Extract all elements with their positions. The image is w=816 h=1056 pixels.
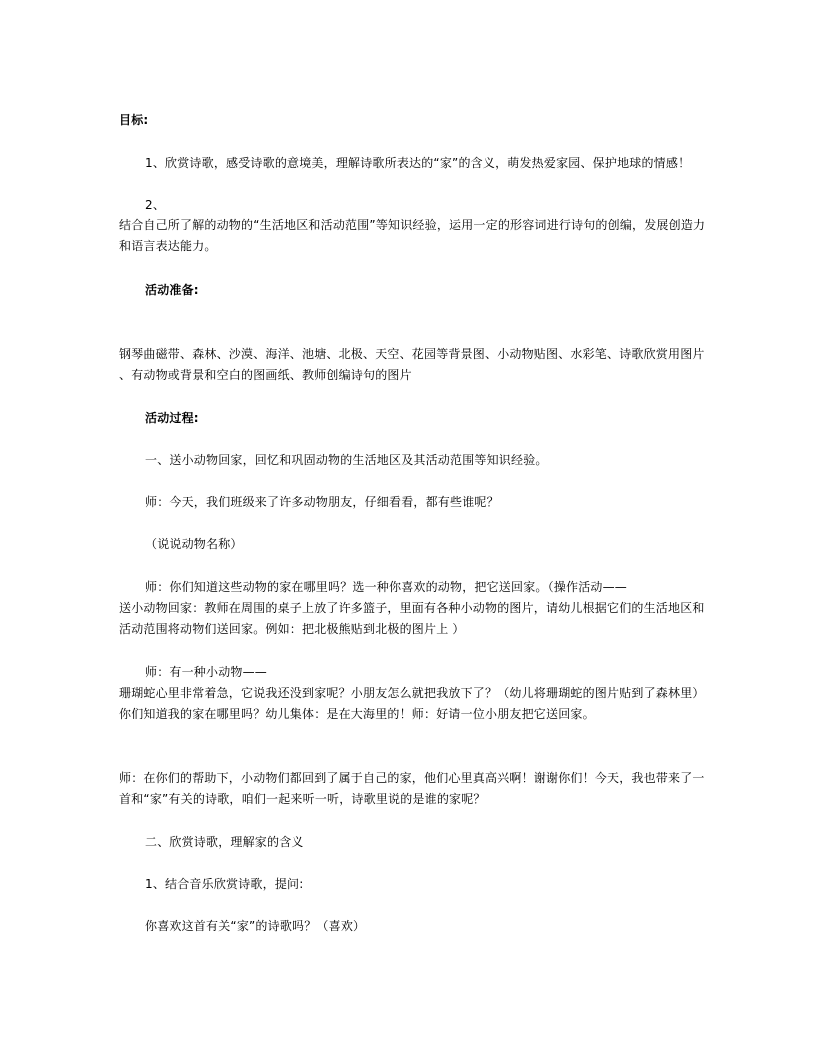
step-2-subitem-1: 1、结合音乐欣赏诗歌，提问: [145,877,304,891]
teacher-line-4b: 首和“家”有关的诗歌，咱们一起来听一听，诗歌里说的是谁的家呢？ [119,792,486,806]
prep-heading: 活动准备: [145,283,199,297]
prep-line-1: 钢琴曲磁带、森林、沙漠、海洋、池塘、北极、天空、花园等背景图、小动物贴图、水彩笔、诗歌欣赏用图片 [119,347,705,361]
teacher-line-2b: 送小动物回家：教师在周围的桌子上放了许多篮子，里面有各种小动物的图片，请幼儿根据它们的生活地区和 [119,601,705,615]
teacher-line-4a: 师：在你们的帮助下，小动物们都回到了属于自己的家，他们心里真高兴啊！谢谢你们！今天，我也带来了一 [119,771,705,785]
teacher-line-3a: 师：有一种小动物—— [145,665,268,679]
question-line-1: 你喜欢这首有关“家”的诗歌吗？（喜欢） [145,919,366,933]
goal-item-2-line-2: 和语言表达能力。 [119,239,217,253]
goal-item-2-number: 2、 [145,198,166,212]
teacher-line-2c: 活动范围将动物们送回家。例如：把北极熊贴到北极的图片上 ） [119,622,465,636]
response-line-1: （说说动物名称） [145,537,243,551]
prep-line-2: 、有动物或背景和空白的图画纸、教师创编诗句的图片 [119,368,412,382]
step-1-title: 一、送小动物回家，回忆和巩固动物的生活地区及其活动范围等知识经验。 [145,453,548,467]
goal-item-2-line-1: 结合自己所了解的动物的“生活地区和活动范围”等知识经验，运用一定的形容词进行诗句的创编，发展创造力 [119,218,706,232]
teacher-line-3b: 珊瑚蛇心里非常着急，它说我还没到家呢？小朋友怎么就把我放下了？（幼儿将珊瑚蛇的图片贴到了森林里） [119,686,705,700]
goal-heading: 目标: [119,113,149,127]
teacher-line-3c: 你们知道我的家在哪里吗？幼儿集体：是在大海里的！师：好请一位小朋友把它送回家。 [119,707,595,721]
process-heading: 活动过程: [145,411,199,425]
goal-item-1: 1、欣赏诗歌，感受诗歌的意境美，理解诗歌所表达的“家”的含义，萌发热爱家园、保护地球的情感！ [145,156,691,170]
teacher-line-1: 师：今天，我们班级来了许多动物朋友，仔细看看，都有些谁呢？ [145,495,499,509]
teacher-line-2a: 师：你们知道这些动物的家在哪里吗？选一种你喜欢的动物，把它送回家。（操作活动—— [145,580,628,594]
step-2-title: 二、欣赏诗歌，理解家的含义 [145,835,304,849]
